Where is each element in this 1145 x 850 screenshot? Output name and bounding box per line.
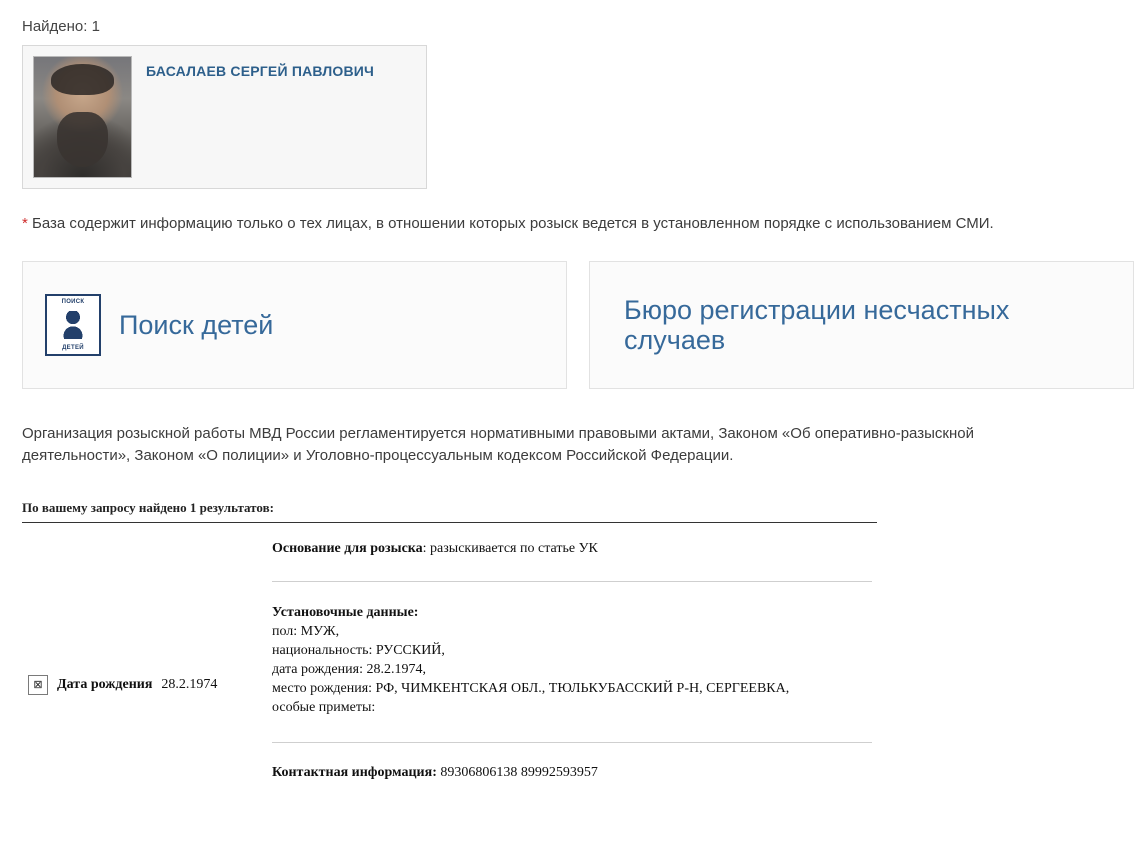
identification-details-title: Установочные данные: [272,605,419,621]
detail-line-birthdate: дата рождения: 28.2.1974, [272,661,426,677]
asterisk-marker: * [22,215,28,232]
search-basis-label: Основание для розыска [272,541,423,557]
contact-information-label: Контактная информация: [272,764,437,780]
banner-tiles [22,261,1145,389]
section-separator-2 [272,742,872,743]
search-basis-value: : разыскивается по статье УК [422,541,598,557]
child-figure-icon [60,311,86,339]
section-separator-1 [272,581,872,582]
tile-accident-bureau[interactable] [589,261,1134,389]
tile-children-search-title[interactable]: Поиск детей [119,309,274,340]
person-photo [33,56,132,178]
contact-information-block [272,765,902,781]
result-right-column [272,523,902,780]
result-row [22,523,902,780]
legal-paragraph: Организация розыскной работы МВД России регламентируется нормативными правовыми актами, Законом «Об оперативно-разыскной деятельности», Законом «О полиции» и Уголовно-процессуальным кодексом Российской Федерации. [22,424,974,464]
date-of-birth-line [28,675,217,695]
detail-line-marks: особые приметы: [272,699,376,715]
database-disclaimer [22,213,1082,235]
detail-line-birthplace: место рождения: РФ, ЧИМКЕНТСКАЯ ОБЛ., ТЮЛЬКУБАССКИЙ Р-Н, СЕРГЕЕВКА, [272,680,790,696]
children-search-logo-icon [45,294,101,356]
disclaimer-text: База содержит информацию только о тех лицах, в отношении которых розыск ведется в установленном порядке с использованием СМИ. [27,215,994,232]
contact-information-value: 89306806138 89992593957 [436,764,598,780]
logo-top-text: ПОИСК [61,298,85,305]
tile-children-search[interactable] [22,261,567,389]
search-basis-block [272,541,902,557]
person-name[interactable]: БАСАЛАЕВ СЕРГЕЙ ПАВЛОВИЧ [146,63,375,79]
logo-bottom-text: ДЕТЕЙ [62,344,84,351]
result-left-column [22,523,272,780]
found-count-label: Найдено: 1 [22,18,100,35]
person-result-card[interactable] [22,45,427,189]
detail-line-gender: пол: МУЖ, [272,624,340,640]
broken-image-icon: ⊠ [28,675,48,695]
detail-line-nationality: национальность: РУССКИЙ, [272,643,445,659]
date-of-birth-value: 28.2.1974 [161,677,218,693]
date-of-birth-label: Дата рождения [57,677,153,693]
results-heading: По вашему запросу найдено 1 результатов: [22,500,274,516]
tile-accident-bureau-title[interactable]: Бюро регистрации несчастных случаев [624,294,1010,355]
identification-details-block [272,604,902,717]
